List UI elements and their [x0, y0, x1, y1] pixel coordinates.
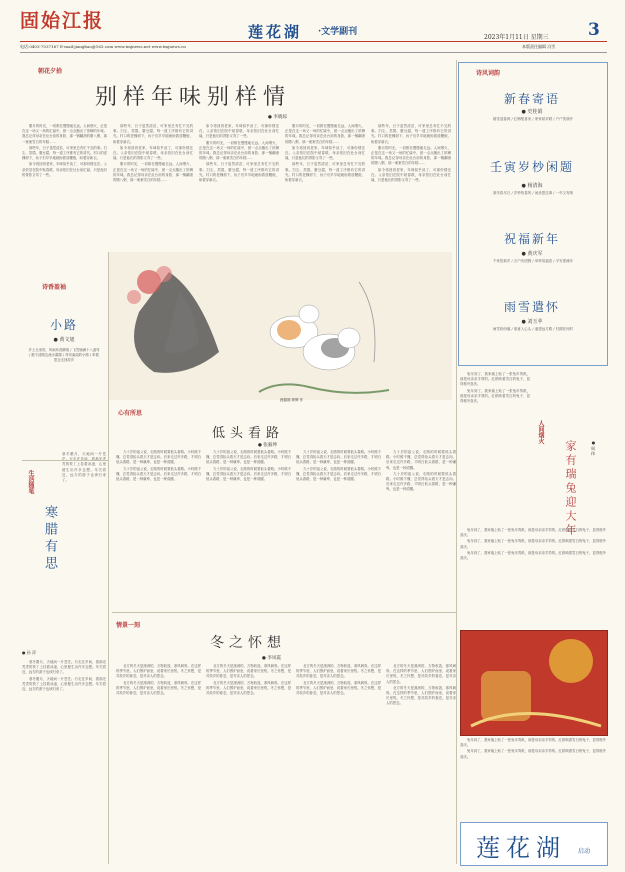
- jiayou-author: ● 周 伟: [591, 440, 596, 456]
- main-article-title: 别样年味别样情: [95, 85, 292, 110]
- poem-3-author: ● 黄庆军: [521, 251, 543, 257]
- section-tag-shifeng: 诗风词韵: [476, 70, 501, 77]
- ditou-body-col1: 九十岁的祖父说，走路的时候要低头看路。小时候不懂，总觉得抬头看天才是志向。后来走过许多路，才明白低头看路，是一种谦卑，也是一种清醒。 九十岁的祖父说，走路的时候要低头看路。小时候不懂，总觉得抬头看天才是志向。后来走过许多路，才明白低头看路，是一种谦卑，也是一种清醒。: [116, 450, 201, 482]
- poem-xiaolu-body: 乡土走来的，风雨冲洗脚痕 / 飞雪铺满十八道弯 / 数不清路边流水潺潺 / 弯弯曲曲的小路 / 牵着思念走回故乡: [28, 348, 100, 363]
- contact-line: 电话:0403-7537167 E-mail:jiangbao@163.com www.tmjnews.net www.tmjnews.cn: [20, 44, 186, 49]
- poem-4-title: 雨雪遣怀: [503, 300, 560, 314]
- page-subtitle: ·文学副刊: [318, 27, 358, 37]
- poem-1-title: 新春寄语: [503, 92, 560, 106]
- section-tag-zhaohua: 朝花夕拾: [38, 68, 63, 75]
- main-article-col4: 腊月的时光，一切都在慢慢地走远。人间烟火，正是在这一场又一场的忙碌中，被一点点酿出了浓稠的年味。我总记得母亲在灶台前的身影，那一锅翻滚的腊八粥，那一案案雪白的年糕…… 如今再回到老家，年味似乎淡了，可那份情还在。父亲依旧在院中贴春联，母亲依旧在灶台前忙碌，只是他们的背影又弯了一些。 那些年，日子虽然清贫，可家里总有忙不完的事。扫尘、蒸馍、磨豆腐，每一道工序都有它的讲究。村口的老槐树下，孩子们早早地就盼着放鞭炮，盼着穿新衣。: [285, 124, 365, 183]
- jiayou-title: 家有瑞兔迎大年: [564, 440, 577, 538]
- poem-1-author: ● 史桂娟: [521, 109, 543, 115]
- jiayou-body-mid: 兔年到了，我家墙上贴了一张兔年剪纸，那是母亲亲手剪的。红纸映着雪白的兔子，显得格外喜庆。 兔年到了，我家墙上贴了一张兔年剪纸，那是母亲亲手剪的。红纸映着雪白的兔子，显得格外喜庆。 兔年到了，我家墙上贴了一张兔年剪纸，那是母亲亲手剪的。红纸映着雪白的兔子，显得格外喜庆。: [460, 528, 606, 561]
- page-number: 3: [588, 20, 600, 40]
- dongzhi-body-col2: 北方的冬天是凛冽的，万物收敛，寒风刺骨。在这样的季节里，人们围炉而坐，说着家长里短。冬之怀想，是对故乡的眷恋，是对亲人的思念。 北方的冬天是凛冽的，万物收敛，寒风刺骨。在这样的季节里，人们围炉而坐，说着家长里短。冬之怀想，是对故乡的眷恋，是对亲人的思念。: [206, 664, 291, 696]
- main-article-author: ● 李晓琼: [268, 115, 287, 120]
- ditou-body-col3: 九十岁的祖父说，走路的时候要低头看路。小时候不懂，总觉得抬头看天才是志向。后来走过许多路，才明白低头看路，是一种谦卑，也是一种清醒。 九十岁的祖父说，走路的时候要低头看路。小时候不懂，总觉得抬头看天才是志向。后来走过许多路，才明白低头看路，是一种谦卑，也是一种清醒。: [296, 450, 381, 482]
- hanla-body-top: 寒冬腊月，天地间一片苍 秃的枝丫上挂着冰凌，心里便生出许多念想。年关将近，远方的游子也该归来了。: [62, 452, 106, 483]
- poem-xiaolu-author: ● 黄文旭: [53, 337, 75, 343]
- dongzhi-author: ● 李凤霞: [262, 656, 281, 661]
- poem-xiaolu-title: 小路: [49, 318, 78, 332]
- page-date: 2023年1月11日 星期三: [484, 34, 549, 41]
- header-rule-bottom: [20, 52, 607, 53]
- dongzhi-body-col4: 北方的冬天是凛冽的，万物收敛，寒风刺骨。在这样的季节里，人们围炉而坐，说着家长里短。冬之怀想，是对故乡的眷恋，是对亲人的思念。 北方的冬天是凛冽的，万物收敛，寒风刺骨。在这样的季节里，人们围炉而坐，说着家长里短。冬之怀想，是对故乡的眷恋，是对亲人的思念。: [386, 664, 456, 706]
- hanla-title: 寒腊有思: [42, 505, 57, 573]
- ditou-title: 低头看路: [212, 426, 285, 441]
- section-tag-shenghuo: 生活随笔: [27, 470, 34, 494]
- section-tag-renjian: 人间烟火: [537, 420, 544, 444]
- section-tag-qingjing: 情景一刻: [116, 622, 141, 629]
- poem-3-body: 千家贺新岁 / 万户庆团圆 / 举杯祝福语 / 平安度流年: [492, 259, 574, 263]
- dongzhi-body-col1: 北方的冬天是凛冽的，万物收敛，寒风刺骨。在这样的季节里，人们围炉而坐，说着家长里短。冬之怀想，是对故乡的眷恋，是对亲人的思念。 北方的冬天是凛冽的，万物收敛，寒风刺骨。在这样的季节里，人们围炉而坐，说着家长里短。冬之怀想，是对故乡的眷恋，是对亲人的思念。: [116, 664, 201, 696]
- poem-1-body: 瑞雪迎春到 / 红梅报喜来 / 家家贴对联 / 户户笑颜开: [492, 117, 574, 121]
- jiayou-body-left: 兔年到了，我家墙上贴了一张兔年剪纸，那是母亲亲手剪的。红纸映着雪白的兔子，显得格外喜庆。 兔年到了，我家墙上贴了一张兔年剪纸，那是母亲亲手剪的。红纸映着雪白的兔子，显得格外喜庆。: [460, 372, 530, 404]
- painting-caption: 狸猫图 阿辉 作: [280, 398, 304, 402]
- ditou-body-col2: 九十岁的祖父说，走路的时候要低头看路。小时候不懂，总觉得抬头看天才是志向。后来走过许多路，才明白低头看路，是一种谦卑，也是一种清醒。 九十岁的祖父说，走路的时候要低头看路。小时候不懂，总觉得抬头看天才是志向。后来走过许多路，才明白低头看路，是一种谦卑，也是一种清醒。: [206, 450, 291, 482]
- poem-4-author: ● 刘玉苹: [521, 319, 543, 325]
- page-name: 莲花湖: [248, 23, 303, 41]
- poem-2-body: 寒冬将尽日 / 岁杪待春风 / 闲坐思往事 / 一年又匆匆: [492, 191, 574, 195]
- section-tag-xinshi: 心有所思: [118, 410, 143, 417]
- masthead-logo: 固始江报: [20, 10, 105, 32]
- ditou-body-col4: 九十岁的祖父说，走路的时候要低头看路。小时候不懂，总觉得抬头看天才是志向。后来走过许多路，才明白低头看路，是一种谦卑，也是一种清醒。 九十岁的祖父说，走路的时候要低头看路。小时候不懂，总觉得抬头看天才是志向。后来走过许多路，才明白低头看路，是一种谦卑，也是一种清醒。: [386, 450, 456, 492]
- jiayou-body-bottom: 兔年到了，我家墙上贴了一张兔年剪纸，那是母亲亲手剪的。红纸映着雪白的兔子，显得格外喜庆。 兔年到了，我家墙上贴了一张兔年剪纸，那是母亲亲手剪的。红纸映着雪白的兔子，显得格外喜庆。: [460, 738, 606, 759]
- poem-3-title: 祝福新年: [503, 232, 560, 246]
- section-tag-shige: 诗香盈袖: [42, 284, 67, 291]
- header-rule: [20, 41, 607, 42]
- divider-mid: [112, 612, 456, 613]
- hanla-body-bottom: 寒冬腊月，天地间一片苍茫。行走在乡间，看那光秃秃的枝丫上挂着冰凌，心里便生出许多念想。年关将近，远方的游子也该归来了。 寒冬腊月，天地间一片苍茫。行走在乡间，看那光秃秃的枝丫上挂着冰凌，心里便生出许多念想。年关将近，远方的游子也该归来了。: [22, 660, 106, 692]
- main-article-col5: 那些年，日子虽然清贫，可家里总有忙不完的事。扫尘、蒸馍、磨豆腐，每一道工序都有它的讲究。村口的老槐树下，孩子们早早地就盼着放鞭炮，盼着穿新衣。 腊月的时光，一切都在慢慢地走远。人间烟火，正是在这一场又一场的忙碌中，被一点点酿出了浓稠的年味。我总记得母亲在灶台前的身影，那一锅翻滚的腊八粥，那一案案雪白的年糕…… 如今再回到老家，年味似乎淡了，可那份情还在。父亲依旧在院中贴春联，母亲依旧在灶台前忙碌，只是他们的背影又弯了一些。: [371, 124, 451, 183]
- footer-brand-sub: 启动: [578, 848, 591, 855]
- main-article-col2: 那些年，日子虽然清贫，可家里总有忙不完的事。扫尘、蒸馍、磨豆腐，每一道工序都有它的讲究。村口的老槐树下，孩子们早早地就盼着放鞭炮，盼着穿新衣。 如今再回到老家，年味似乎淡了，可那份情还在。父亲依旧在院中贴春联，母亲依旧在灶台前忙碌，只是他们的背影又弯了一些。 腊月的时光，一切都在慢慢地走远。人间烟火，正是在这一场又一场的忙碌中，被一点点酿出了浓稠的年味。我总记得母亲在灶台前的身影，那一锅翻滚的腊八粥，那一案案雪白的年糕……: [113, 124, 193, 183]
- poem-4-body: 雨雪纷纷落 / 寒意入心头 / 遥望远方路 / 归期在何时: [492, 327, 574, 331]
- divider-left-1: [22, 460, 108, 461]
- spring-festival-image: [460, 630, 608, 736]
- dongzhi-body-col3: 北方的冬天是凛冽的，万物收敛，寒风刺骨。在这样的季节里，人们围炉而坐，说着家长里短。冬之怀想，是对故乡的眷恋，是对亲人的思念。 北方的冬天是凛冽的，万物收敛，寒风刺骨。在这样的季节里，人们围炉而坐，说着家长里短。冬之怀想，是对故乡的眷恋，是对亲人的思念。: [296, 664, 381, 696]
- poem-2-title: 壬寅岁杪闲题: [489, 160, 574, 174]
- dongzhi-title: 冬之怀想: [210, 635, 286, 651]
- hanla-author: ● 孙 萍: [22, 650, 37, 655]
- painting-image: [109, 252, 452, 400]
- poem-2-author: ● 杨清海: [521, 183, 543, 189]
- divider-left: [108, 252, 109, 864]
- main-article-col1: 腊月的时光，一切都在慢慢地走远。人间烟火，正是在这一场又一场的忙碌中，被一点点酿出了浓稠的年味。我总记得母亲在灶台前的身影，那一锅翻滚的腊八粥，那一案案雪白的年糕…… 那些年，日子虽然清贫，可家里总有忙不完的事。扫尘、蒸馍、磨豆腐，每一道工序都有它的讲究。村口的老槐树下，孩子们早早地就盼着放鞭炮，盼着穿新衣。 如今再回到老家，年味似乎淡了，可那份情还在。父亲依旧在院中贴春联，母亲依旧在灶台前忙碌，只是他们的背影又弯了一些。: [22, 124, 107, 177]
- main-article-col3: 如今再回到老家，年味似乎淡了，可那份情还在。父亲依旧在院中贴春联，母亲依旧在灶台前忙碌，只是他们的背影又弯了一些。 腊月的时光，一切都在慢慢地走远。人间烟火，正是在这一场又一场的忙碌中，被一点点酿出了浓稠的年味。我总记得母亲在灶台前的身影，那一锅翻滚的腊八粥，那一案案雪白的年糕…… 那些年，日子虽然清贫，可家里总有忙不完的事。扫尘、蒸馍、磨豆腐，每一道工序都有它的讲究。村口的老槐树下，孩子们早早地就盼着放鞭炮，盼着穿新衣。: [199, 124, 279, 183]
- footer-brand: 莲花湖: [476, 834, 566, 862]
- divider-right: [456, 60, 457, 864]
- ditou-author: ● 张毅坤: [258, 443, 277, 448]
- editor-line: 本版责任编辑 冯雪: [522, 44, 556, 49]
